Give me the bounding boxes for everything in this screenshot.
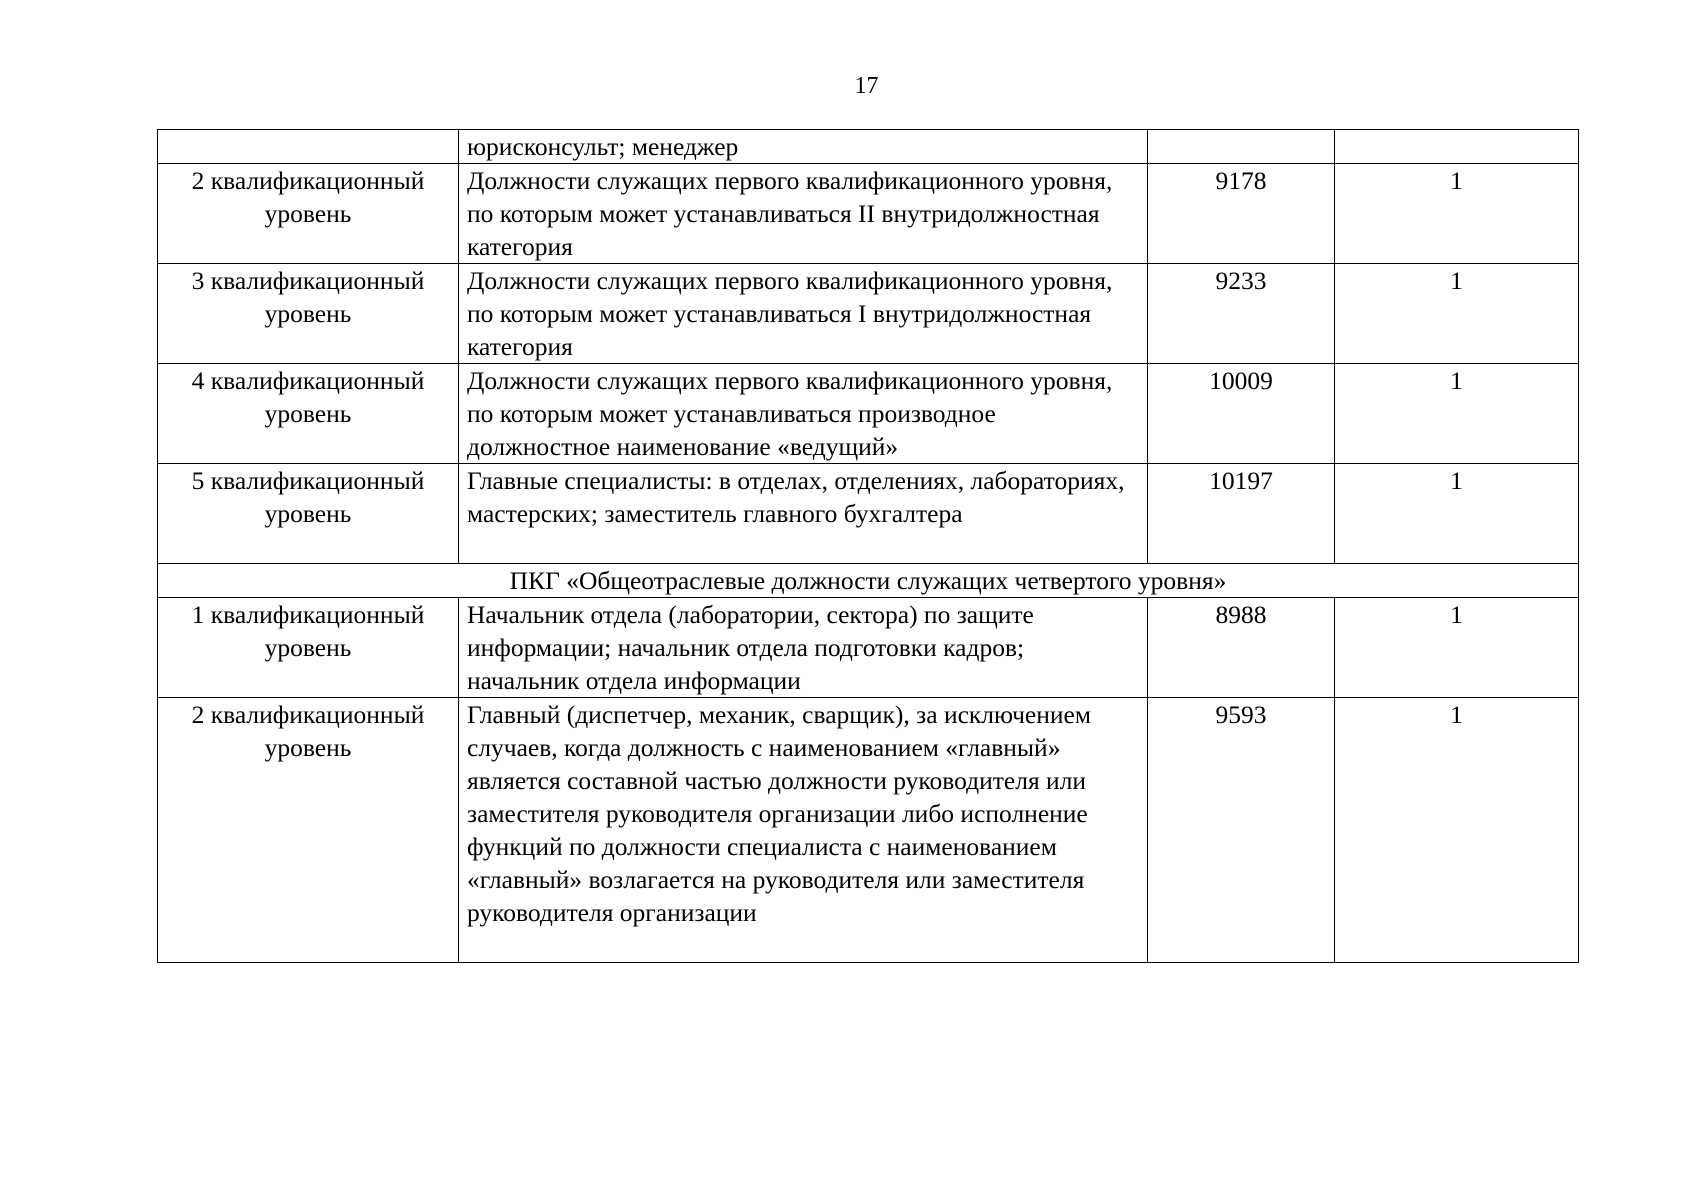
coefficient-cell [1335,130,1579,164]
table-row [158,464,1579,564]
coefficient-cell: 1 [1335,598,1579,698]
level-cell: 5 квалификационный уровень [158,464,459,564]
level-cell [158,130,459,164]
description-cell: Должности служащих первого квалификационного уровня, по которым может устанавливаться I внутридолжностная категория [459,264,1148,364]
coefficient-cell: 1 [1335,364,1579,464]
salary-cell: 8988 [1148,598,1335,698]
table-row [158,598,1579,698]
salary-cell: 10009 [1148,364,1335,464]
level-cell: 4 квалификационный уровень [158,364,459,464]
description-cell: Главный (диспетчер, механик, сварщик), за исключением случаев, когда должность с наименованием «главный» является составной частью должности руководителя или заместителя руководителя организации либо исполнение функций по должности специалиста с наименованием «главный» возлагается на руководителя или заместителя руководителя организации [459,698,1148,963]
description-cell: юрисконсульт; менеджер [459,130,1148,164]
salary-cell [1148,130,1335,164]
table-row [158,364,1579,464]
group-title: ПКГ «Общеотраслевые должности служащих четвертого уровня» [158,564,1579,598]
coefficient-cell: 1 [1335,264,1579,364]
salary-cell: 9593 [1148,698,1335,963]
coefficient-cell: 1 [1335,164,1579,264]
salary-cell: 9233 [1148,264,1335,364]
group-header-row [158,564,1579,598]
table-row [158,698,1579,963]
salary-cell: 9178 [1148,164,1335,264]
table-row [158,264,1579,364]
level-cell: 2 квалификационный уровень [158,698,459,963]
coefficient-cell: 1 [1335,698,1579,963]
qualification-table [157,129,1579,963]
page-number: 17 [854,73,879,99]
level-cell: 3 квалификационный уровень [158,264,459,364]
table-row [158,164,1579,264]
level-cell: 1 квалификационный уровень [158,598,459,698]
description-cell: Начальник отдела (лаборатории, сектора) по защите информации; начальник отдела подготовки кадров; начальник отдела информации [459,598,1148,698]
coefficient-cell: 1 [1335,464,1579,564]
description-cell: Главные специалисты: в отделах, отделениях, лабораториях, мастерских; заместитель главного бухгалтера [459,464,1148,564]
level-cell: 2 квалификационный уровень [158,164,459,264]
description-cell: Должности служащих первого квалификационного уровня, по которым может устанавливаться II внутридолжностная категория [459,164,1148,264]
description-cell: Должности служащих первого квалификационного уровня, по которым может устанавливаться производное должностное наименование «ведущий» [459,364,1148,464]
table-row [158,130,1579,164]
salary-cell: 10197 [1148,464,1335,564]
